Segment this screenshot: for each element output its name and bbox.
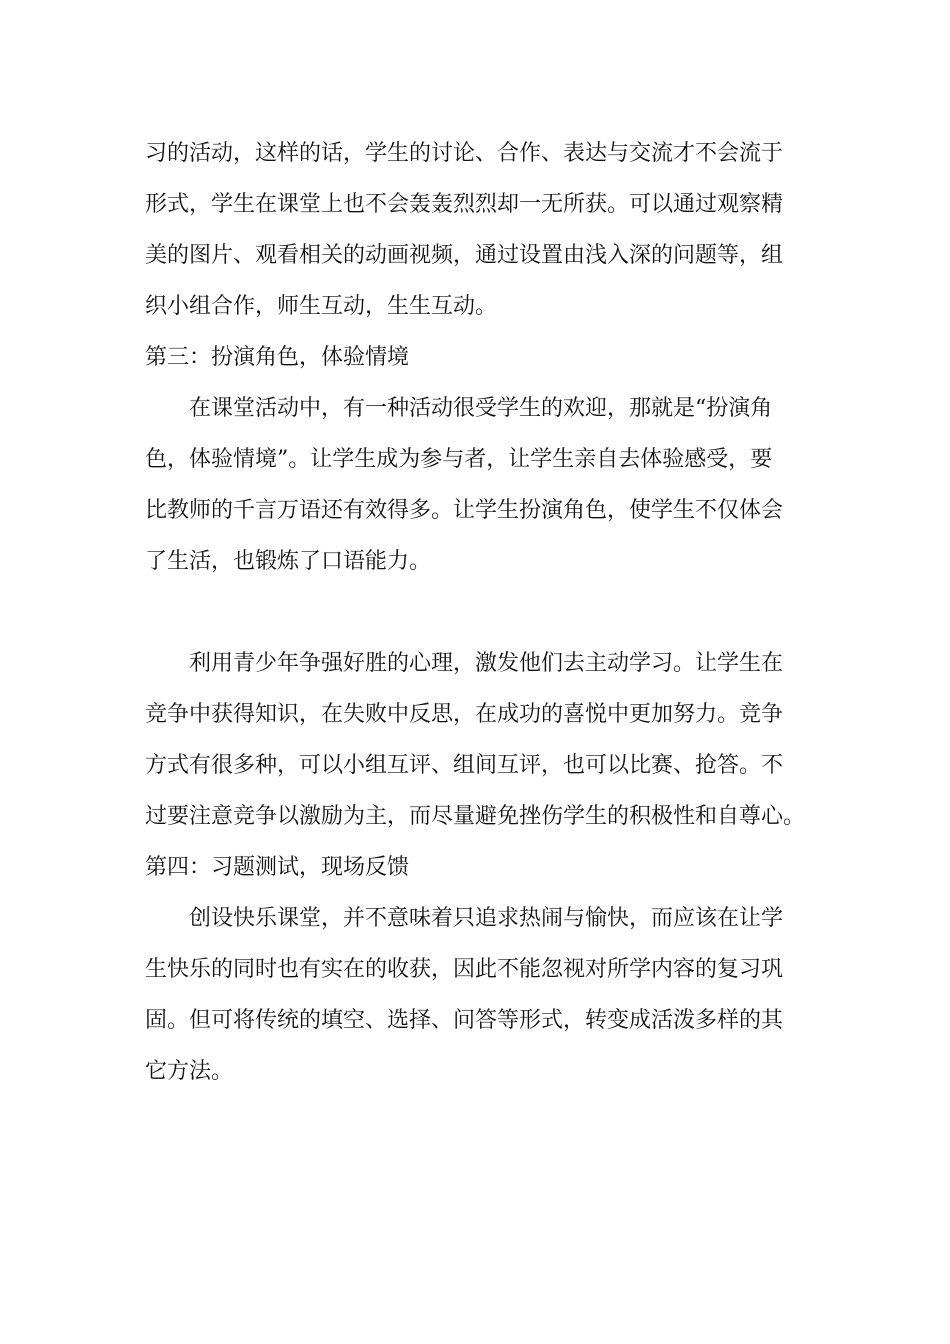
- text-line: 习的活动，这样的话，学生的讨论、合作、表达与交流才不会流于: [145, 141, 784, 166]
- text-line: 形式，学生在课堂上也不会轰轰烈烈却一无所获。可以通过观察精: [145, 192, 784, 217]
- text-line: 美的图片、观看相关的动画视频，通过设置由浅入深的问题等，组: [145, 243, 784, 268]
- text-line: 色，体验情境”。让学生成为参与者，让学生亲自去体验感受，要: [145, 447, 773, 472]
- document-body: [145, 128, 805, 1097]
- text-line: 在课堂活动中，有一种活动很受学生的欢迎，那就是“扮演角: [189, 396, 773, 421]
- text-line: 比教师的千言万语还有效得多。让学生扮演角色，使学生不仅体会: [145, 498, 784, 523]
- text-line: 固。但可将传统的填空、选择、问答等形式，转变成活泼多样的其: [145, 1008, 784, 1033]
- text-line: 织小组合作，师生互动，生生互动。: [145, 294, 498, 319]
- text-line: 过要注意竞争以激励为主，而尽量避免挫伤学生的积极性和自尊心。: [145, 804, 805, 829]
- text-line: 方式有很多种，可以小组互评、组间互评，也可以比赛、抢答。不: [145, 753, 784, 778]
- text-line: 了生活，也锻炼了口语能力。: [145, 549, 432, 574]
- text-line: 它方法。: [145, 1059, 234, 1084]
- text-line: 创设快乐课堂，并不意味着只追求热闹与愉快，而应该在让学: [189, 906, 784, 931]
- text-line: 利用青少年争强好胜的心理，激发他们去主动学习。让学生在: [189, 651, 784, 676]
- section-heading-3: 第三：扮演角色，体验情境: [145, 345, 410, 370]
- text-line: 生快乐的同时也有实在的收获，因此不能忽视对所学内容的复习巩: [145, 957, 784, 982]
- text-line: 竞争中获得知识，在失败中反思，在成功的喜悦中更加努力。竞争: [145, 702, 784, 727]
- blank-line: [145, 587, 805, 638]
- section-heading-4: 第四：习题测试，现场反馈: [145, 855, 410, 880]
